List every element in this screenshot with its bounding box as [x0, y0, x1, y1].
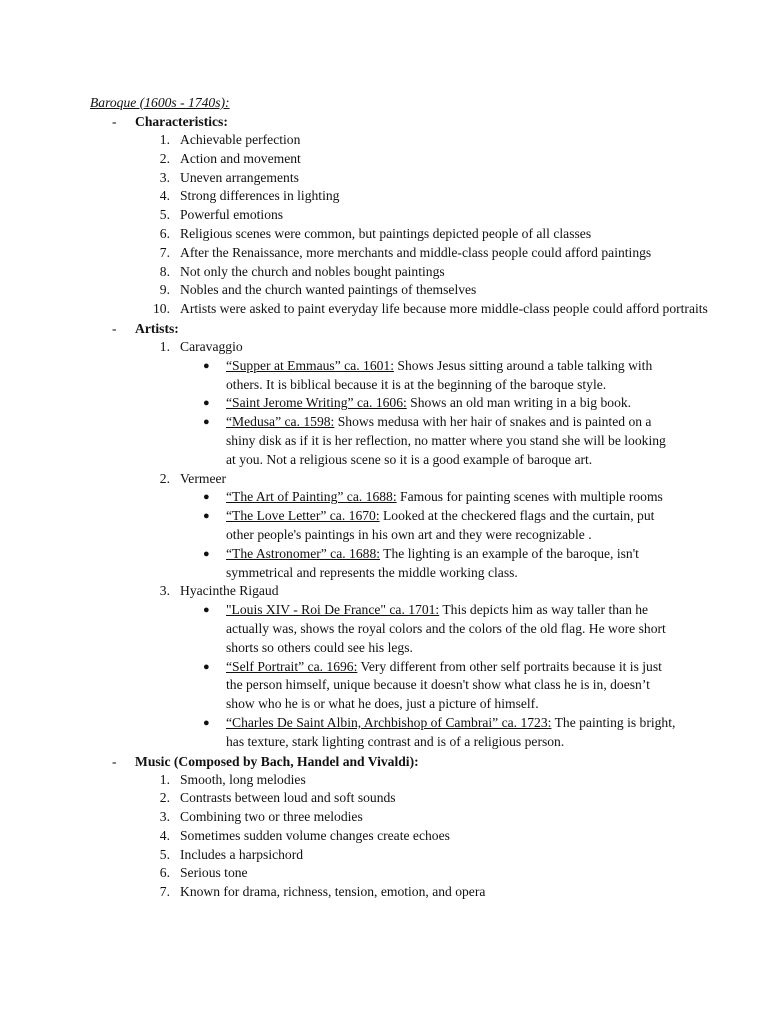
- list-item: [0, 187, 768, 206]
- bullet-marker: ●: [203, 716, 210, 729]
- list-item: [0, 225, 768, 244]
- item-text: Action and movement: [180, 150, 301, 166]
- works-list: [0, 601, 768, 751]
- item-number: 10.: [153, 301, 170, 317]
- bullet-marker: ●: [203, 491, 210, 504]
- item-text: Serious tone: [180, 865, 248, 881]
- list-item: [0, 150, 768, 169]
- work-title: “Medusa” ca. 1598:: [226, 414, 335, 430]
- section-heading: [0, 752, 768, 771]
- artist-item: [0, 470, 768, 489]
- page-title: Baroque (1600s - 1740s):: [90, 95, 230, 110]
- item-number: 1.: [159, 132, 170, 147]
- item-number: 7.: [159, 884, 170, 900]
- work-description: Famous for painting scenes with multiple rooms: [396, 489, 663, 505]
- list-item: [0, 169, 768, 188]
- item-text: Nobles and the church wanted paintings of themselves: [180, 282, 477, 298]
- item-text: Not only the church and nobles bought paintings: [180, 263, 445, 279]
- music-list: [0, 771, 768, 903]
- document-body: [0, 93, 768, 902]
- item-number: 9.: [159, 282, 170, 298]
- artists-list: [0, 338, 768, 752]
- work-title: “The Astronomer” ca. 1688:: [226, 545, 381, 561]
- section-label: Artists:: [135, 320, 179, 336]
- bullet-marker: ●: [203, 547, 210, 560]
- list-item: [0, 883, 768, 902]
- item-text: Strong differences in lighting: [180, 188, 340, 204]
- work-item: [0, 658, 768, 714]
- item-text: Includes a harpsichord: [180, 846, 304, 862]
- item-number: 8.: [159, 263, 170, 279]
- work-item: [0, 413, 768, 469]
- work-description: The lighting is an example of the baroque, isn't symmetrical and represents the middle working class.: [226, 545, 639, 580]
- work-title: “Supper at Emmaus” ca. 1601:: [226, 357, 394, 373]
- list-item: [0, 300, 768, 319]
- artist-name: Hyacinthe Rigaud: [180, 583, 279, 599]
- item-number: 6.: [159, 225, 170, 241]
- section-heading: [0, 112, 768, 131]
- list-item: [0, 789, 768, 808]
- artist-name: Caravaggio: [180, 338, 243, 354]
- artist-item: [0, 338, 768, 357]
- list-item: [0, 846, 768, 865]
- item-number: 3.: [159, 169, 170, 185]
- item-text: Religious scenes were common, but paintings depicted people of all classes: [180, 225, 592, 241]
- item-text: Combining two or three melodies: [180, 809, 363, 825]
- list-item: [0, 206, 768, 225]
- bullet-marker: ●: [203, 510, 210, 523]
- section-label: Characteristics:: [135, 114, 228, 129]
- item-number: 2.: [159, 150, 170, 166]
- item-text: After the Renaissance, more merchants and middle-class people could afford paintings: [180, 244, 652, 260]
- work-item: [0, 601, 768, 657]
- work-description: The painting is bright, has texture, stark lighting contrast and is of a religious person.: [226, 714, 676, 749]
- work-title: “The Art of Painting” ca. 1688:: [226, 489, 397, 505]
- bullet-marker: ●: [203, 397, 210, 410]
- bullet-marker: ●: [203, 604, 210, 617]
- item-text: Known for drama, richness, tension, emotion, and opera: [180, 884, 486, 900]
- list-item: [0, 244, 768, 263]
- item-number: 3.: [159, 583, 170, 599]
- item-text: Smooth, long melodies: [180, 771, 306, 787]
- item-text: Powerful emotions: [180, 207, 284, 223]
- section-artists: [0, 319, 768, 752]
- works-list: [0, 357, 768, 470]
- item-text: Contrasts between loud and soft sounds: [180, 790, 396, 806]
- section-heading: [0, 319, 768, 338]
- dash-marker: -: [112, 114, 117, 129]
- item-text: Artists were asked to paint everyday life because more middle-class people could afford portraits: [180, 301, 708, 317]
- work-item: [0, 545, 768, 583]
- item-text: Uneven arrangements: [180, 169, 299, 185]
- bullet-marker: ●: [203, 359, 210, 372]
- section-characteristics: [0, 112, 768, 319]
- list-item: [0, 131, 768, 150]
- bullet-marker: ●: [203, 660, 210, 673]
- work-description: Looked at the checkered flags and the curtain, put other people's paintings in his own art and they were recognizable .: [226, 508, 655, 542]
- item-number: 1.: [159, 338, 170, 354]
- work-item: [0, 507, 768, 545]
- list-item: [0, 808, 768, 827]
- item-number: 4.: [159, 188, 170, 204]
- dash-marker: -: [112, 320, 117, 336]
- item-number: 5.: [159, 207, 170, 223]
- item-number: 3.: [159, 809, 170, 825]
- item-number: 4.: [159, 827, 170, 843]
- work-title: "Louis XIV - Roi De France" ca. 1701:: [226, 602, 440, 618]
- work-title: “Charles De Saint Albin, Archbishop of Cambrai” ca. 1723:: [226, 714, 552, 730]
- dash-marker: -: [112, 753, 117, 769]
- item-text: Sometimes sudden volume changes create echoes: [180, 827, 450, 843]
- item-number: 2.: [159, 790, 170, 806]
- list-item: [0, 864, 768, 883]
- work-title: “The Love Letter” ca. 1670:: [226, 508, 380, 524]
- section-label: Music (Composed by Bach, Handel and Vivaldi):: [135, 753, 419, 769]
- work-description: Shows Jesus sitting around a table talking with others. It is biblical because it is at the beginning of the baroque style.: [226, 357, 653, 392]
- work-item: [0, 488, 768, 507]
- work-description: Shows an old man writing in a big book.: [406, 395, 632, 411]
- list-item: [0, 263, 768, 282]
- bullet-marker: ●: [203, 416, 210, 429]
- work-description: Very different from other self portraits because it is just the person himself, unique because it doesn't show what class he is in, doesn’t show who he is or what he does, just a picture of himself.: [226, 658, 662, 712]
- work-item: [0, 357, 768, 395]
- item-text: Achievable perfection: [180, 132, 301, 147]
- works-list: [0, 488, 768, 582]
- list-item: [0, 771, 768, 790]
- section-music: [0, 752, 768, 903]
- characteristics-list: [0, 131, 768, 319]
- item-number: 1.: [159, 771, 170, 787]
- work-item: [0, 714, 768, 752]
- artist-name: Vermeer: [180, 470, 227, 486]
- item-number: 5.: [159, 846, 170, 862]
- list-item: [0, 827, 768, 846]
- item-number: 6.: [159, 865, 170, 881]
- item-number: 2.: [159, 470, 170, 486]
- work-title: “Saint Jerome Writing” ca. 1606:: [226, 395, 407, 411]
- item-number: 7.: [159, 244, 170, 260]
- artist-item: [0, 582, 768, 601]
- work-title: “Self Portrait” ca. 1696:: [226, 658, 358, 674]
- list-item: [0, 281, 768, 300]
- work-description: This depicts him as way taller than he actually was, shows the royal colors and the colors of the old flag. He wore short shorts so others could see his legs.: [226, 602, 666, 655]
- work-description: Shows medusa with her hair of snakes and is painted on a shiny disk as if it is her reflection, no matter where you stand she will be looking at you. Not a religious scene so it is a good example of baroque art.: [226, 414, 666, 467]
- work-item: [0, 394, 768, 413]
